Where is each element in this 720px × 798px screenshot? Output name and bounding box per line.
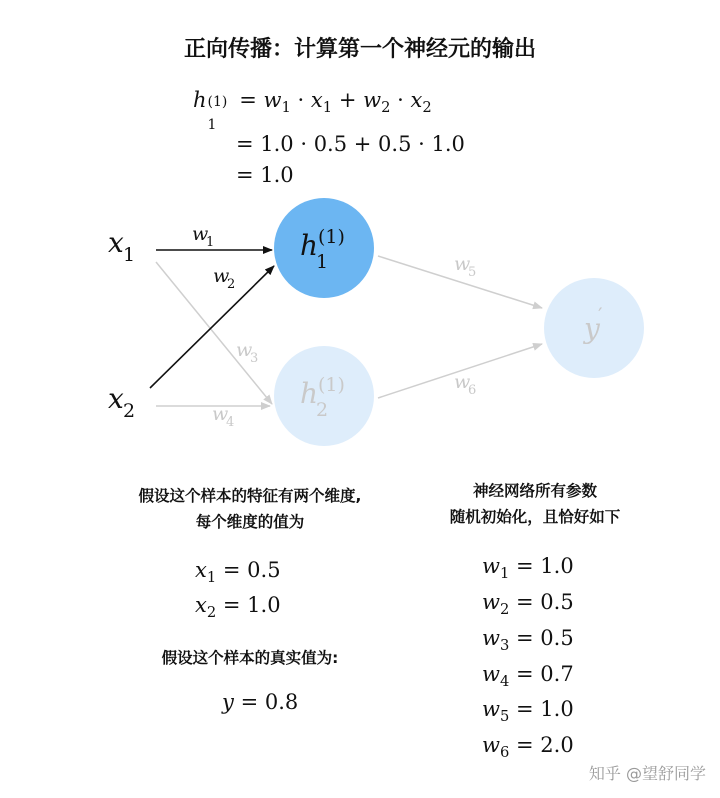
eq-w1-sub: 1 — [281, 99, 291, 117]
eq-dot: · — [397, 88, 404, 112]
output-y-prime: ′ — [598, 303, 603, 327]
hidden-node-1 — [274, 198, 374, 298]
eq-dot: · — [297, 88, 305, 112]
feature-x2-var: x — [195, 593, 207, 617]
feature-x1-value: = 0.5 — [222, 558, 281, 582]
features-heading — [60, 483, 440, 535]
param-w2: $w_2 = 0.5$ — [482, 590, 574, 619]
weight-w2-sub: 2 — [227, 277, 236, 292]
truth-heading: 假设这个样本的真实值为: — [161, 649, 339, 667]
weight-w5-sub: 5 — [468, 265, 477, 280]
hidden-h1-sub: 1 — [316, 251, 329, 273]
hidden-h2-sup: (1) — [318, 374, 345, 396]
feature-x2 — [195, 593, 281, 621]
hidden-h1-var: h — [300, 229, 319, 262]
feature-x2-value: = 1.0 — [222, 593, 281, 617]
weight-w3-sub: 3 — [250, 351, 259, 366]
eq-lhs-var: h — [193, 88, 207, 112]
param-w1: $w_1 = 1.0$ — [482, 554, 574, 583]
watermark: 知乎 @望舒同学 — [588, 764, 706, 783]
eq-x2-sub: 2 — [422, 99, 432, 117]
eq-w2: w — [363, 88, 382, 112]
edge-w2 — [150, 266, 274, 388]
eq-op: = — [239, 88, 257, 112]
hidden-node-2 — [274, 346, 374, 446]
eq-w2-sub: 2 — [381, 99, 391, 117]
input-x1-sub: 1 — [123, 244, 136, 266]
eq-x1-sub: 1 — [322, 99, 333, 117]
param-w3: $w_3 = 0.5$ — [482, 626, 574, 655]
input-x2-label: x — [108, 382, 124, 415]
params-heading-line-1: 神经网络所有参数 — [472, 482, 597, 500]
weight-w1-sub: 1 — [206, 235, 215, 250]
params-heading-line-2: 随机初始化，且恰好如下 — [449, 508, 621, 526]
feature-x1-var: x — [195, 558, 207, 582]
eq-w1: w — [263, 88, 282, 112]
params-heading — [400, 478, 670, 530]
eq-x2: x — [410, 88, 423, 112]
equation-line-2: = 1.0 · 0.5 + 0.5 · 1.0 — [236, 132, 465, 156]
eq-lhs-sub: 1 — [207, 117, 217, 133]
weight-w3-label: w — [236, 339, 253, 361]
truth-number: = 0.8 — [240, 690, 299, 714]
feature-x1 — [195, 558, 281, 586]
feature-x1-sub: 1 — [206, 569, 217, 587]
hidden-h1-sup: (1) — [318, 226, 345, 248]
weight-w1-label: w — [192, 223, 209, 245]
hidden-h2-var: h — [300, 377, 319, 410]
features-heading-line-2: 每个维度的值为 — [195, 513, 305, 531]
eq-lhs-sup: (1) — [207, 94, 228, 110]
input-x1-label: x — [108, 226, 124, 259]
weight-w6-label: w — [454, 371, 471, 393]
eq-plus: + — [338, 88, 357, 112]
weight-w4-sub: 4 — [226, 415, 235, 430]
feature-x2-sub: 2 — [206, 604, 217, 622]
weight-w5-label: w — [454, 253, 471, 275]
weight-w2-label: w — [213, 265, 230, 287]
param-w5: $w_5 = 1.0$ — [482, 697, 574, 726]
param-w4: $w_4 = 0.7$ — [482, 662, 574, 691]
truth-var: y — [222, 690, 234, 714]
hidden-h2-sub: 2 — [316, 399, 329, 421]
truth-value — [222, 690, 298, 714]
param-w6: $w_6 = 2.0$ — [482, 733, 574, 762]
page-title: 正向传播：计算第一个神经元的输出 — [183, 37, 536, 62]
output-y-var: y — [584, 312, 600, 345]
input-x2-sub: 2 — [123, 400, 136, 422]
eq-x1: x — [310, 88, 323, 112]
weight-w6-sub: 6 — [468, 383, 477, 398]
weight-w4-label: w — [212, 403, 229, 425]
features-heading-line-1: 假设这个样本的特征有两个维度, — [138, 487, 362, 505]
equation-line-3: = 1.0 — [236, 163, 294, 187]
